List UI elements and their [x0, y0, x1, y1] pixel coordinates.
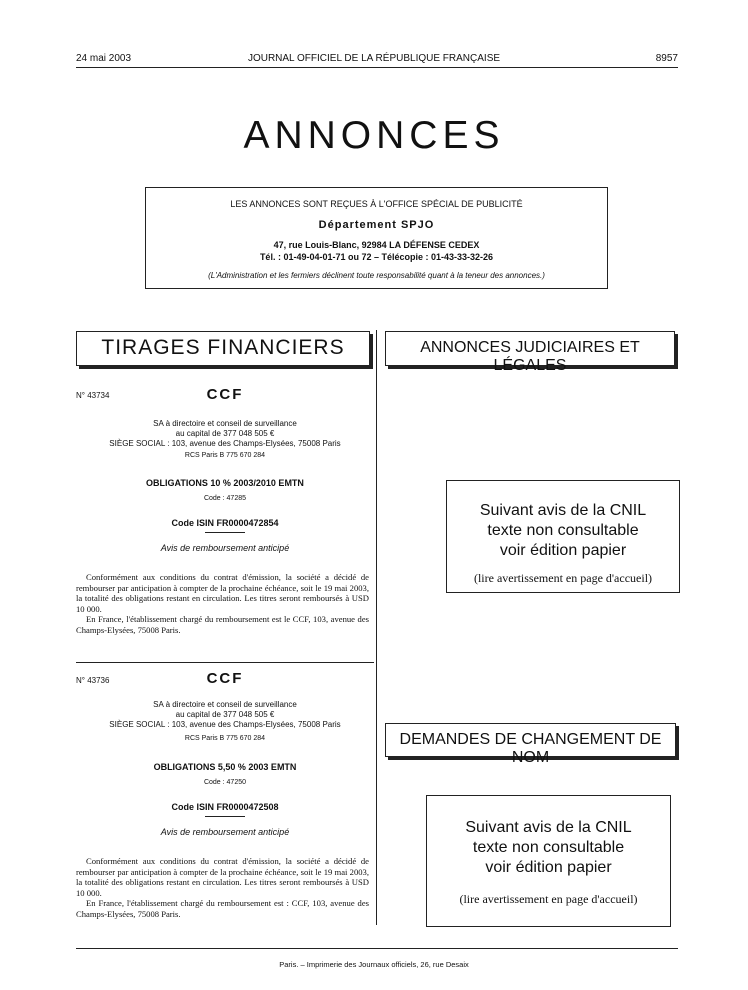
annonce-rcs: RCS Paris B 775 670 284 — [184, 452, 266, 459]
column-divider — [376, 330, 377, 925]
section-changement-nom — [385, 723, 676, 766]
header-page-number: 8957 — [655, 53, 678, 64]
annonce-rcs: RCS Paris B 775 670 284 — [184, 735, 266, 742]
annonce-body — [76, 856, 369, 919]
cnil-notice-box — [446, 480, 680, 593]
annonce-number: N° 43736 — [76, 676, 110, 685]
cnil-line: Suivant avis de la CNIL — [465, 819, 632, 836]
notice-line-department: Département SPJO — [318, 219, 435, 231]
cnil-line: voir édition papier — [499, 542, 627, 559]
cnil-note: (lire avertissement en page d'accueil) — [459, 892, 638, 906]
header-date: 24 mai 2003 — [76, 53, 132, 64]
annonce-isin: Code ISIN FR0000472854 — [171, 518, 279, 528]
annonce-isin: Code ISIN FR0000472508 — [171, 802, 279, 812]
annonce-company-name: CCF — [206, 386, 244, 403]
cnil-line: texte non consultable — [487, 522, 639, 539]
annonce-body-paragraph: En France, l'établissement chargé du remboursement est le CCF, 103, avenue des Champs-Elysées, 75008 Paris. — [76, 614, 369, 635]
annonce-separator — [205, 816, 245, 817]
annonce-divider — [76, 662, 374, 663]
annonce-obligation: OBLIGATIONS 5,50 % 2003 EMTN — [153, 762, 297, 772]
annonce-body-paragraph: En France, l'établissement chargé du remboursement est : CCF, 103, avenue des Champs-Elysées, 75008 Paris. — [76, 898, 369, 919]
section-tirages-label: TIRAGES FINANCIERS — [101, 336, 345, 359]
annonce-company-type: SA à directoire et conseil de surveillance — [153, 419, 297, 428]
annonce-avis: Avis de remboursement anticipé — [160, 543, 290, 553]
notice-line-address: 47, rue Louis-Blanc, 92984 LA DÉFENSE CEDEX — [273, 240, 480, 250]
annonce-siege: SIÈGE SOCIAL : 103, avenue des Champs-Elysées, 75008 Paris — [109, 720, 341, 729]
annonce-capital: au capital de 377 048 505 € — [175, 710, 275, 719]
section-judiciaires-label: ANNONCES JUDICIAIRES ET LÉGALES — [420, 339, 640, 374]
annonce-body-paragraph: Conformément aux conditions du contrat d'émission, la société a décidé de rembourser par anticipation à compter de la prochaine échéance, soit le 19 mai 2003, la totalité des obligations restant en circulation. Les titres seront remboursés à USD 10 000. — [76, 856, 369, 898]
annonce-body-paragraph: Conformément aux conditions du contrat d'émission, la société a décidé de rembourser par anticipation à compter de la prochaine échéance, soit le 19 mai 2003, la totalité des obligations restant en circulation. Les titres seront remboursés à USD 10 000. — [76, 572, 369, 614]
page-title: ANNONCES — [243, 114, 505, 157]
cnil-notice-box — [426, 795, 671, 927]
annonce-company-type: SA à directoire et conseil de surveillance — [153, 700, 297, 709]
annonce-code: Code : 47250 — [203, 779, 247, 786]
section-tirages-financiers — [76, 331, 370, 366]
notice-line-office: LES ANNONCES SONT REÇUES À L'OFFICE SPÉCIAL DE PUBLICITÉ — [230, 199, 523, 209]
cnil-note: (lire avertissement en page d'accueil) — [473, 571, 653, 585]
notice-line-disclaimer: (L'Administration et les fermiers déclinent toute responsabilité quant à la teneur des annonces.) — [208, 271, 545, 280]
annonce-number: N° 43734 — [76, 391, 110, 400]
footer-rule — [76, 948, 678, 949]
cnil-line: voir édition papier — [485, 859, 612, 876]
annonce-siege: SIÈGE SOCIAL : 103, avenue des Champs-Elysées, 75008 Paris — [109, 439, 341, 448]
annonce-obligation: OBLIGATIONS 10 % 2003/2010 EMTN — [146, 478, 304, 488]
section-changement-label: DEMANDES DE CHANGEMENT DE NOM — [399, 731, 662, 766]
annonce-capital: au capital de 377 048 505 € — [175, 429, 275, 438]
annonce-body — [76, 572, 369, 635]
annonce-code: Code : 47285 — [203, 495, 247, 502]
header-journal-title: JOURNAL OFFICIEL DE LA RÉPUBLIQUE FRANÇAISE — [247, 53, 501, 64]
annonce-separator — [205, 532, 245, 533]
footer-printer: Paris. – Imprimerie des Journaux officiels, 26, rue Desaix — [279, 960, 469, 969]
cnil-line: Suivant avis de la CNIL — [479, 502, 647, 519]
annonce-company-name: CCF — [206, 670, 244, 687]
notice-line-phone: Tél. : 01-49-04-01-71 ou 72 – Télécopie : 01-43-33-32-26 — [259, 252, 494, 262]
notice-box — [145, 187, 608, 289]
section-annonces-judiciaires — [385, 331, 675, 374]
annonce-avis: Avis de remboursement anticipé — [160, 827, 290, 837]
header-rule — [76, 67, 678, 68]
cnil-line: texte non consultable — [472, 839, 625, 856]
